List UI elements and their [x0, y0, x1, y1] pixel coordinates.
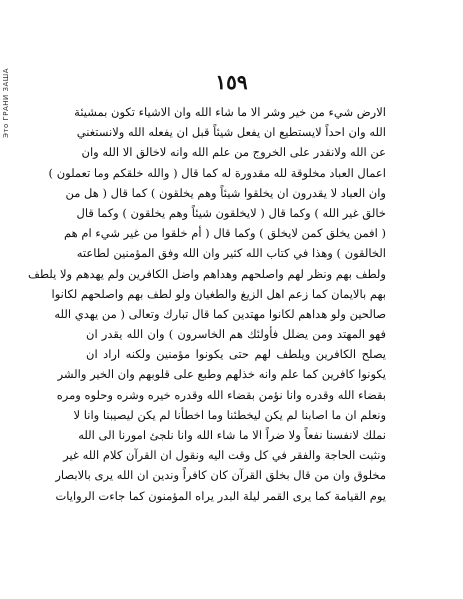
text-line: خالق غير الله ) وكما قال ( لايخلقون شيئاً وهم يخلقون ) وكما قال — [76, 205, 386, 220]
body-text — [27, 102, 386, 506]
text-line: عن الله ولانقدر على الخروج من علم الله وانه لاخالق الا الله وان — [81, 145, 386, 160]
text-line: يكونوا كافرين كما علم وانه خذلهم وطبع على قلوبهم وان الخير والشر — [57, 367, 386, 382]
text-line: صالحين ولو هداهم لكانوا مهتدين كما قال تبارك وتعالى ( من يهدي الله — [54, 306, 386, 321]
text-line: الارض شيء من خير وشر الا ما شاء الله وان الاشياء تكون بمشيئة — [74, 105, 386, 119]
text-line: ( افمن يخلق كمن لايخلق ) وكما قال ( أم خلقوا من غير شيء ام هم — [64, 226, 386, 241]
text-line: ونثبت الحاجة والفقر في كل وقت اليه ونقول ان القرآن كلام الله غير — [63, 448, 386, 463]
text-line: نملك لانفسنا نفعاً ولا ضراً الا ما شاء الله وانا نلجئ امورنا الى الله — [78, 428, 386, 442]
text-line: ونعلم ان ما اصابنا لم يكن ليخطئنا وما اخطأنا لم يكن ليصيبنا وانا لا — [73, 407, 386, 422]
text-line: الخالقون ) وهذا في كتاب الله كثير وان الله وفق المؤمنين لطاعته — [76, 246, 386, 261]
text-line: الله وان احداً لايستطيع ان يفعل شيئاً قبل ان يفعله الله ولانستغني — [76, 125, 386, 140]
page-number: ١٥٩ — [215, 70, 248, 94]
text-line: بهم بالايمان كما زعم اهل الزيغ والطغيان ولو لطف بهم واصلحهم لكانوا — [51, 286, 386, 301]
text-line: يوم القيامة كما يرى القمر ليلة البدر يراه المؤمنون كما جاءت الروايات — [55, 488, 386, 503]
text-line: ولطف بهم ونظر لهم واصلحهم وهداهم واضل الكافرين ولم يهدهم ولا يلطف — [27, 266, 386, 281]
text-line: مخلوق وان من قال بخلق القرآن كان كافراً وندين ان الله يرى بالابصار — [55, 468, 386, 483]
text-line: اعمال العباد مخلوقة لله مقدورة له كما قال ( والله خلقكم وما تعملون ) — [48, 165, 386, 180]
text-line: وان العباد لا يقدرون ان يخلقوا شيئاً وهم يخلقون ) كما قال ( هل من — [65, 185, 386, 200]
text-line: بقضاء الله وقدره وانا نؤمن بقضاء الله وقدره خيره وشره وحلوه ومره — [56, 387, 386, 402]
text-line: يصلح الكافرين ويلطف لهم حتى يكونوا مؤمنين ولكنه اراد ان — [86, 347, 386, 362]
side-label: Это ГРАНИ ЗАША — [2, 67, 10, 138]
text-line: فهو المهتد ومن يضلل فأولئك هم الخاسرون ) وان الله يقدر ان — [86, 327, 386, 342]
